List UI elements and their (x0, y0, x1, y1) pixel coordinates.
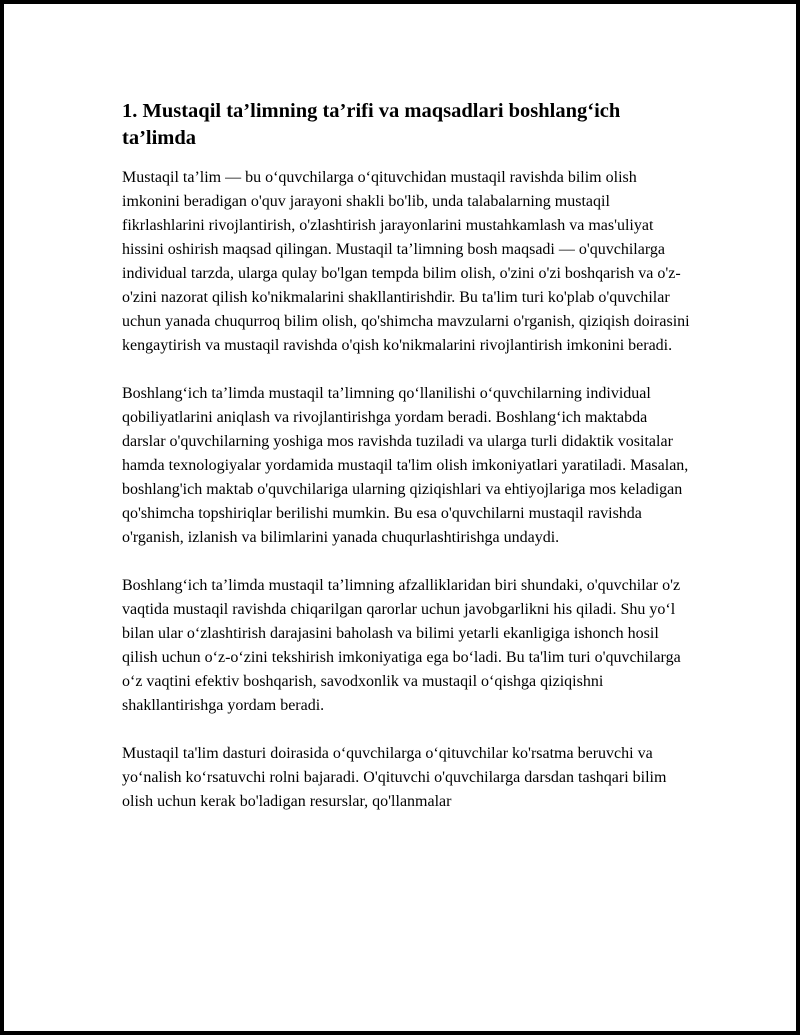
paragraph-primary-education: Boshlang‘ich ta’limda mustaqil ta’limning qo‘llanilishi o‘quvchilarning individual qobiliyatlarini aniqlash va rivojlantirishga yordam beradi. Boshlang‘ich maktabda darslar o'quvchilarning yoshiga mos ravishda tuziladi va ularga turli didaktik vositalar hamda texnologiyalar yordamida mustaqil ta'lim olish imkoniyatlari yaratiladi. Masalan, boshlang'ich maktab o'quvchilariga ularning qiziqishlari va ehtiyojlariga mos keladigan qo'shimcha topshiriqlar berilishi mumkin. Bu esa o'quvchilarni mustaqil ravishda o'rganish, izlanish va bilimlarini yanada chuqurlashtirishga undaydi. (122, 385, 689, 546)
paragraph-advantages: Boshlang‘ich ta’limda mustaqil ta’limning afzalliklaridan biri shundaki, o'quvchilar o'z vaqtida mustaqil ravishda chiqarilgan qarorlar uchun javobgarlikni his qiladi. Shu yo‘l bilan ular o‘zlashtirish darajasini baholash va bilimi yetarli ekanligiga ishonch hosil qilish uchun o‘z-o‘zini tekshirish imkoniyatiga ega bo‘ladi. Bu ta'lim turi o'quvchilarga o‘z vaqtini efektiv boshqarish, savodxonlik va mustaqil o‘qishga qiziqishni shakllantirishga yordam beradi. (122, 577, 681, 714)
paragraph-teacher-role: Mustaqil ta'lim dasturi doirasida o‘quvchilarga o‘qituvchilar ko'rsatma beruvchi va yo‘nalish ko‘rsatuvchi rolni bajaradi. O'qituvchi o'quvchilarga darsdan tashqari bilim olish uchun kerak bo'ladigan resurslar, qo'llanmalar (122, 745, 667, 810)
paragraph-definition: Mustaqil ta’lim — bu o‘quvchilarga o‘qituvchidan mustaqil ravishda bilim olish imkonini beradigan o'quv jarayoni shakli bo'lib, unda talabalarning mustaqil fikrlashlarini rivojlantirish, o'zlashtirish jarayonlarini mustahkamlash va mas'uliyat hissini oshirish maqsad qilingan. Mustaqil ta’limning bosh maqsadi — o'quvchilarga individual tarzda, ularga qulay bo'lgan tempda bilim olish, o'zini o'zi boshqarish va o'z-o'zini nazorat qilish ko'nikmalarini shakllantirishdir. Bu ta'lim turi ko'plab o'quvchilar uchun yanada chuqurroq bilim olish, qo'shimcha mavzularni o'rganish, qiziqish doirasini kengaytirish va mustaqil ravishda o'qish ko'nikmalarini rivojlantirish imkonini beradi. (122, 169, 690, 354)
section-heading: 1. Mustaqil ta’limning ta’rifi va maqsadlari boshlang‘ich ta’limda (122, 100, 621, 149)
document-body (122, 98, 692, 838)
